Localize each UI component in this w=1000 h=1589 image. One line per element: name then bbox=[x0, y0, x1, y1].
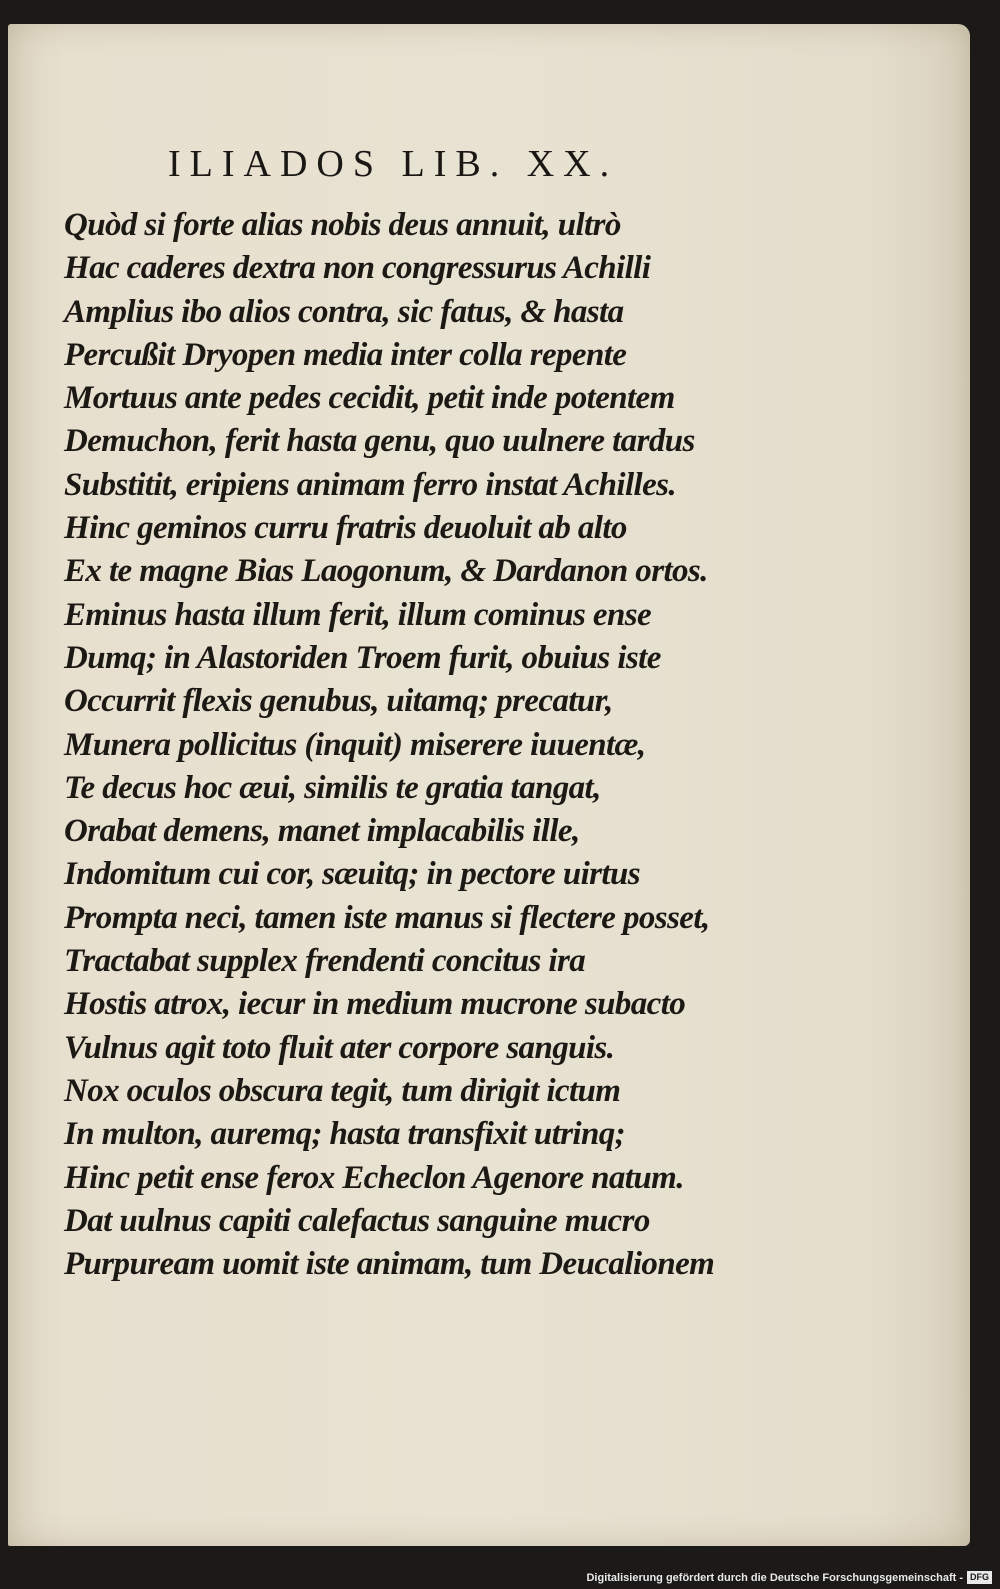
verse-line: Te decus hoc æui, similis te gratia tangat, bbox=[64, 769, 601, 806]
credit-text: Digitalisierung gefördert durch die Deutsche Forschungsgemeinschaft - bbox=[586, 1571, 963, 1584]
dfg-logo: DFG bbox=[967, 1571, 992, 1584]
digitization-credit bbox=[586, 1571, 992, 1584]
verse-line: Ex te magne Bias Laogonum, & Dardanon ortos. bbox=[64, 553, 708, 590]
verse-text bbox=[64, 204, 724, 1286]
verse-line: Tractabat supplex frendenti concitus ira bbox=[64, 943, 586, 980]
verse-line: Quòd si forte alias nobis deus annuit, ultrò bbox=[64, 207, 621, 243]
verse-line: Prompta neci, tamen iste manus si flectere posset, bbox=[64, 899, 710, 936]
verse-line: Substitit, eripiens animam ferro instat Achilles. bbox=[64, 466, 677, 503]
verse-line: Hostis atrox, iecur in medium mucrone subacto bbox=[64, 986, 686, 1023]
verse-line: Purpuream uomit iste animam, tum Deucalionem bbox=[64, 1246, 715, 1283]
verse-line: Dat uulnus capiti calefactus sanguine mucro bbox=[64, 1202, 650, 1239]
verse-line: Occurrit flexis genubus, uitamq; precatur, bbox=[64, 683, 613, 720]
verse-line: In multon, auremq; hasta transfixit utrinq; bbox=[64, 1116, 626, 1153]
verse-line: Hinc geminos curru fratris deuoluit ab alto bbox=[64, 510, 627, 547]
verse-line: Munera pollicitus (inquit) miserere iuuentæ, bbox=[64, 726, 646, 763]
book-page bbox=[8, 24, 970, 1546]
verse-line: Indomitum cui cor, sæuitq; in pectore uirtus bbox=[64, 856, 640, 893]
verse-line: Orabat demens, manet implacabilis ille, bbox=[64, 813, 580, 850]
verse-line: Hinc petit ense ferox Echeclon Agenore natum. bbox=[64, 1159, 684, 1196]
running-head: ILIADOS LIB. XX. bbox=[168, 143, 619, 185]
verse-line: Eminus hasta illum ferit, illum cominus ense bbox=[64, 596, 652, 633]
verse-line: Hac caderes dextra non congressurus Achilli bbox=[64, 250, 651, 287]
verse-line: Dumq; in Alastoriden Troem furit, obuius iste bbox=[64, 639, 661, 676]
verse-line: Mortuus ante pedes cecidit, petit inde potentem bbox=[64, 380, 675, 417]
verse-line: Amplius ibo alios contra, sic fatus, & hasta bbox=[64, 293, 624, 330]
verse-line: Demuchon, ferit hasta genu, quo uulnere tardus bbox=[64, 423, 695, 460]
verse-line: Vulnus agit toto fluit ater corpore sanguis. bbox=[64, 1029, 615, 1066]
verse-line: Nox oculos obscura tegit, tum dirigit ictum bbox=[64, 1072, 621, 1109]
verse-line: Percußit Dryopen media inter colla repente bbox=[64, 336, 627, 373]
